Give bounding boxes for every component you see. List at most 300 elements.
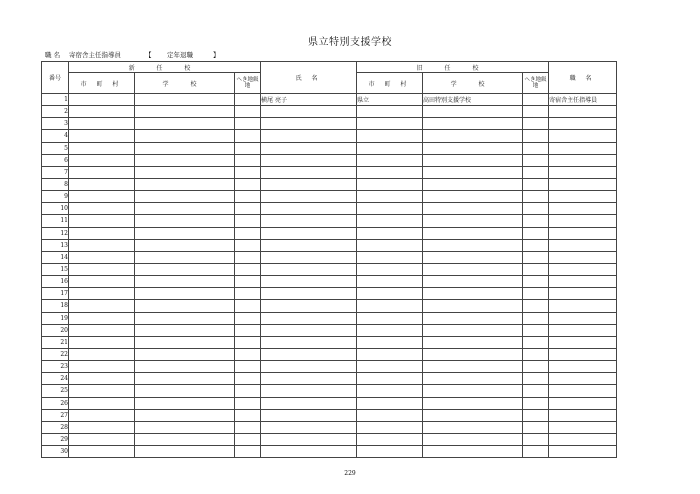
status-text: 定年退職 bbox=[167, 51, 193, 59]
cell-old-city bbox=[357, 312, 423, 324]
cell-new-school bbox=[135, 446, 235, 458]
cell-name bbox=[261, 130, 357, 142]
cell-old-school bbox=[423, 373, 523, 385]
cell-new-remote bbox=[235, 324, 261, 336]
column-header-name: 氏 名 bbox=[261, 62, 357, 94]
cell-no: 22 bbox=[42, 348, 69, 360]
column-header-new-remote: へき地級 地 bbox=[235, 73, 261, 94]
cell-new-city bbox=[69, 227, 135, 239]
cell-old-school bbox=[423, 288, 523, 300]
personnel-table bbox=[41, 61, 617, 458]
cell-old-school bbox=[423, 421, 523, 433]
cell-name bbox=[261, 276, 357, 288]
cell-new-remote bbox=[235, 154, 261, 166]
cell-new-school bbox=[135, 118, 235, 130]
cell-old-remote bbox=[523, 446, 549, 458]
cell-new-remote bbox=[235, 239, 261, 251]
cell-old-remote bbox=[523, 361, 549, 373]
page-number: 229 bbox=[344, 470, 356, 477]
cell-new-remote bbox=[235, 300, 261, 312]
cell-old-school bbox=[423, 191, 523, 203]
table-row bbox=[42, 276, 617, 288]
table-row bbox=[42, 336, 617, 348]
cell-no: 14 bbox=[42, 251, 69, 263]
table-row bbox=[42, 191, 617, 203]
cell-new-school bbox=[135, 288, 235, 300]
cell-new-remote bbox=[235, 421, 261, 433]
cell-old-remote bbox=[523, 300, 549, 312]
column-header-position: 職 名 bbox=[549, 62, 617, 94]
cell-new-city bbox=[69, 215, 135, 227]
cell-old-remote bbox=[523, 397, 549, 409]
column-group-new-school: 新 任 校 bbox=[69, 62, 261, 73]
cell-new-city bbox=[69, 348, 135, 360]
cell-old-position bbox=[549, 409, 617, 421]
cell-old-position bbox=[549, 215, 617, 227]
cell-new-school bbox=[135, 94, 235, 106]
cell-name bbox=[261, 227, 357, 239]
cell-name bbox=[261, 361, 357, 373]
cell-old-school bbox=[423, 276, 523, 288]
cell-name bbox=[261, 300, 357, 312]
cell-old-city bbox=[357, 106, 423, 118]
cell-no: 19 bbox=[42, 312, 69, 324]
cell-name bbox=[261, 409, 357, 421]
cell-old-remote bbox=[523, 154, 549, 166]
cell-no: 27 bbox=[42, 409, 69, 421]
cell-old-school: 高田特別支援学校 bbox=[423, 94, 523, 106]
cell-new-school bbox=[135, 154, 235, 166]
cell-old-remote bbox=[523, 421, 549, 433]
table-row bbox=[42, 94, 617, 106]
column-header-old-remote: へき地級 地 bbox=[523, 73, 549, 94]
cell-old-city bbox=[357, 373, 423, 385]
cell-old-school bbox=[423, 142, 523, 154]
column-header-old-school: 学 校 bbox=[423, 73, 523, 94]
cell-no: 25 bbox=[42, 385, 69, 397]
cell-name bbox=[261, 385, 357, 397]
cell-old-remote bbox=[523, 373, 549, 385]
cell-new-city bbox=[69, 336, 135, 348]
cell-new-remote bbox=[235, 227, 261, 239]
cell-old-position bbox=[549, 288, 617, 300]
cell-new-city bbox=[69, 300, 135, 312]
cell-new-remote bbox=[235, 178, 261, 190]
cell-new-remote bbox=[235, 203, 261, 215]
cell-name bbox=[261, 373, 357, 385]
cell-new-remote bbox=[235, 446, 261, 458]
cell-old-city bbox=[357, 361, 423, 373]
cell-old-city bbox=[357, 300, 423, 312]
cell-new-city bbox=[69, 263, 135, 275]
cell-old-city bbox=[357, 142, 423, 154]
cell-old-position bbox=[549, 263, 617, 275]
cell-old-school bbox=[423, 348, 523, 360]
cell-new-school bbox=[135, 215, 235, 227]
cell-old-city bbox=[357, 409, 423, 421]
cell-new-school bbox=[135, 373, 235, 385]
cell-new-city bbox=[69, 94, 135, 106]
cell-old-remote bbox=[523, 312, 549, 324]
table-row bbox=[42, 446, 617, 458]
cell-old-school bbox=[423, 154, 523, 166]
cell-old-school bbox=[423, 446, 523, 458]
cell-new-remote bbox=[235, 385, 261, 397]
cell-new-remote bbox=[235, 191, 261, 203]
cell-name bbox=[261, 336, 357, 348]
cell-new-remote bbox=[235, 373, 261, 385]
bracket-open: 【 bbox=[145, 51, 152, 59]
cell-old-remote bbox=[523, 94, 549, 106]
table-body bbox=[42, 94, 617, 458]
table-row bbox=[42, 178, 617, 190]
cell-name bbox=[261, 203, 357, 215]
table-row bbox=[42, 433, 617, 445]
cell-new-school bbox=[135, 385, 235, 397]
cell-old-school bbox=[423, 130, 523, 142]
cell-new-city bbox=[69, 421, 135, 433]
cell-old-remote bbox=[523, 239, 549, 251]
cell-old-position bbox=[549, 203, 617, 215]
cell-new-school bbox=[135, 348, 235, 360]
cell-new-remote bbox=[235, 397, 261, 409]
cell-name bbox=[261, 106, 357, 118]
cell-old-remote bbox=[523, 203, 549, 215]
cell-new-remote bbox=[235, 130, 261, 142]
cell-new-city bbox=[69, 385, 135, 397]
cell-new-school bbox=[135, 276, 235, 288]
cell-old-remote bbox=[523, 215, 549, 227]
cell-old-city bbox=[357, 118, 423, 130]
cell-new-school bbox=[135, 251, 235, 263]
cell-old-position bbox=[549, 154, 617, 166]
cell-old-position bbox=[549, 433, 617, 445]
table-row bbox=[42, 324, 617, 336]
cell-old-city bbox=[357, 191, 423, 203]
cell-new-school bbox=[135, 239, 235, 251]
table-row bbox=[42, 288, 617, 300]
cell-new-remote bbox=[235, 106, 261, 118]
cell-new-remote bbox=[235, 276, 261, 288]
cell-new-city bbox=[69, 106, 135, 118]
cell-new-remote bbox=[235, 336, 261, 348]
cell-old-remote bbox=[523, 385, 549, 397]
table-row bbox=[42, 251, 617, 263]
cell-old-position bbox=[549, 385, 617, 397]
cell-new-school bbox=[135, 336, 235, 348]
cell-old-position bbox=[549, 239, 617, 251]
cell-old-school bbox=[423, 251, 523, 263]
cell-old-school bbox=[423, 433, 523, 445]
table-row bbox=[42, 300, 617, 312]
cell-new-remote bbox=[235, 361, 261, 373]
cell-no: 30 bbox=[42, 446, 69, 458]
cell-new-city bbox=[69, 373, 135, 385]
column-header-no: 番号 bbox=[42, 62, 69, 94]
cell-old-position bbox=[549, 142, 617, 154]
cell-old-position bbox=[549, 251, 617, 263]
cell-old-city bbox=[357, 421, 423, 433]
cell-new-city bbox=[69, 178, 135, 190]
cell-old-remote bbox=[523, 336, 549, 348]
cell-new-remote bbox=[235, 215, 261, 227]
cell-old-position: 寄宿舎主任指導員 bbox=[549, 94, 617, 106]
cell-old-city: 県立 bbox=[357, 94, 423, 106]
cell-name bbox=[261, 154, 357, 166]
cell-new-school bbox=[135, 191, 235, 203]
cell-old-remote bbox=[523, 276, 549, 288]
cell-no: 20 bbox=[42, 324, 69, 336]
cell-new-school bbox=[135, 142, 235, 154]
cell-no: 3 bbox=[42, 118, 69, 130]
cell-old-position bbox=[549, 312, 617, 324]
cell-old-position bbox=[549, 336, 617, 348]
cell-old-school bbox=[423, 166, 523, 178]
cell-old-position bbox=[549, 421, 617, 433]
cell-old-remote bbox=[523, 178, 549, 190]
column-header-old-city: 市 町 村 bbox=[357, 73, 423, 94]
table-row bbox=[42, 385, 617, 397]
cell-no: 28 bbox=[42, 421, 69, 433]
table-row bbox=[42, 215, 617, 227]
cell-no: 29 bbox=[42, 433, 69, 445]
cell-old-remote bbox=[523, 142, 549, 154]
cell-name bbox=[261, 118, 357, 130]
cell-new-school bbox=[135, 178, 235, 190]
cell-name bbox=[261, 288, 357, 300]
cell-old-school bbox=[423, 263, 523, 275]
cell-new-school bbox=[135, 263, 235, 275]
cell-old-position bbox=[549, 118, 617, 130]
cell-old-remote bbox=[523, 191, 549, 203]
cell-old-remote bbox=[523, 166, 549, 178]
cell-name bbox=[261, 178, 357, 190]
cell-no: 11 bbox=[42, 215, 69, 227]
cell-old-city bbox=[357, 446, 423, 458]
cell-new-city bbox=[69, 166, 135, 178]
cell-no: 24 bbox=[42, 373, 69, 385]
cell-no: 17 bbox=[42, 288, 69, 300]
cell-new-remote bbox=[235, 251, 261, 263]
cell-old-school bbox=[423, 203, 523, 215]
cell-old-remote bbox=[523, 433, 549, 445]
cell-new-remote bbox=[235, 312, 261, 324]
cell-old-position bbox=[549, 348, 617, 360]
cell-no: 15 bbox=[42, 263, 69, 275]
cell-old-position bbox=[549, 397, 617, 409]
cell-no: 9 bbox=[42, 191, 69, 203]
cell-name bbox=[261, 421, 357, 433]
cell-old-remote bbox=[523, 409, 549, 421]
cell-old-city bbox=[357, 433, 423, 445]
table-row bbox=[42, 142, 617, 154]
cell-old-remote bbox=[523, 324, 549, 336]
cell-new-school bbox=[135, 106, 235, 118]
cell-new-city bbox=[69, 191, 135, 203]
cell-old-city bbox=[357, 336, 423, 348]
cell-old-city bbox=[357, 203, 423, 215]
cell-no: 21 bbox=[42, 336, 69, 348]
table-row bbox=[42, 130, 617, 142]
cell-old-school bbox=[423, 312, 523, 324]
cell-old-position bbox=[549, 361, 617, 373]
cell-new-city bbox=[69, 203, 135, 215]
cell-new-school bbox=[135, 409, 235, 421]
cell-old-city bbox=[357, 215, 423, 227]
cell-no: 12 bbox=[42, 227, 69, 239]
cell-no: 1 bbox=[42, 94, 69, 106]
table-row bbox=[42, 361, 617, 373]
cell-old-city bbox=[357, 251, 423, 263]
table-row bbox=[42, 373, 617, 385]
cell-no: 4 bbox=[42, 130, 69, 142]
cell-new-city bbox=[69, 239, 135, 251]
cell-no: 6 bbox=[42, 154, 69, 166]
cell-new-school bbox=[135, 324, 235, 336]
table-row bbox=[42, 118, 617, 130]
cell-new-remote bbox=[235, 118, 261, 130]
cell-name bbox=[261, 142, 357, 154]
cell-new-city bbox=[69, 361, 135, 373]
cell-no: 7 bbox=[42, 166, 69, 178]
cell-no: 5 bbox=[42, 142, 69, 154]
cell-old-school bbox=[423, 361, 523, 373]
cell-new-school bbox=[135, 433, 235, 445]
cell-old-school bbox=[423, 239, 523, 251]
cell-old-city bbox=[357, 166, 423, 178]
cell-new-remote bbox=[235, 348, 261, 360]
table-row bbox=[42, 312, 617, 324]
cell-old-school bbox=[423, 385, 523, 397]
cell-no: 13 bbox=[42, 239, 69, 251]
cell-new-remote bbox=[235, 288, 261, 300]
cell-new-city bbox=[69, 446, 135, 458]
cell-new-city bbox=[69, 154, 135, 166]
table-row bbox=[42, 203, 617, 215]
column-header-new-city: 市 町 村 bbox=[69, 73, 135, 94]
cell-old-position bbox=[549, 166, 617, 178]
cell-old-school bbox=[423, 397, 523, 409]
cell-old-position bbox=[549, 300, 617, 312]
cell-new-city bbox=[69, 130, 135, 142]
cell-old-remote bbox=[523, 227, 549, 239]
cell-old-city bbox=[357, 397, 423, 409]
position-value: 寄宿舎主任指導員 bbox=[69, 51, 121, 59]
cell-old-school bbox=[423, 336, 523, 348]
cell-name bbox=[261, 215, 357, 227]
cell-new-remote bbox=[235, 433, 261, 445]
position-header bbox=[45, 50, 220, 59]
cell-old-school bbox=[423, 300, 523, 312]
cell-name bbox=[261, 397, 357, 409]
cell-new-school bbox=[135, 300, 235, 312]
table-row bbox=[42, 154, 617, 166]
cell-old-city bbox=[357, 227, 423, 239]
cell-old-remote bbox=[523, 288, 549, 300]
column-group-old-school: 旧 任 校 bbox=[357, 62, 549, 73]
cell-new-school bbox=[135, 397, 235, 409]
cell-new-city bbox=[69, 276, 135, 288]
column-header-new-school: 学 校 bbox=[135, 73, 235, 94]
position-label: 職 名 bbox=[45, 51, 61, 59]
cell-old-remote bbox=[523, 251, 549, 263]
cell-new-remote bbox=[235, 263, 261, 275]
cell-old-position bbox=[549, 324, 617, 336]
page-title: 県立特別支援学校 bbox=[308, 37, 392, 48]
cell-new-school bbox=[135, 421, 235, 433]
cell-no: 18 bbox=[42, 300, 69, 312]
cell-name bbox=[261, 239, 357, 251]
cell-old-position bbox=[549, 446, 617, 458]
table-row bbox=[42, 348, 617, 360]
cell-new-school bbox=[135, 130, 235, 142]
cell-old-city bbox=[357, 263, 423, 275]
bracket-close: 】 bbox=[213, 51, 220, 59]
cell-old-city bbox=[357, 178, 423, 190]
cell-new-remote bbox=[235, 94, 261, 106]
cell-old-school bbox=[423, 409, 523, 421]
cell-old-position bbox=[549, 106, 617, 118]
cell-new-city bbox=[69, 324, 135, 336]
table-row bbox=[42, 239, 617, 251]
cell-old-city bbox=[357, 385, 423, 397]
table-row bbox=[42, 263, 617, 275]
cell-old-position bbox=[549, 276, 617, 288]
cell-no: 23 bbox=[42, 361, 69, 373]
cell-old-remote bbox=[523, 348, 549, 360]
cell-new-city bbox=[69, 118, 135, 130]
cell-no: 10 bbox=[42, 203, 69, 215]
cell-name bbox=[261, 433, 357, 445]
cell-new-city bbox=[69, 288, 135, 300]
cell-name bbox=[261, 348, 357, 360]
cell-old-remote bbox=[523, 263, 549, 275]
table-row bbox=[42, 421, 617, 433]
table-row bbox=[42, 227, 617, 239]
cell-new-city bbox=[69, 409, 135, 421]
cell-old-position bbox=[549, 178, 617, 190]
cell-old-city bbox=[357, 324, 423, 336]
cell-old-remote bbox=[523, 106, 549, 118]
cell-name bbox=[261, 263, 357, 275]
table-row bbox=[42, 106, 617, 118]
cell-old-city bbox=[357, 154, 423, 166]
cell-old-school bbox=[423, 215, 523, 227]
cell-old-city bbox=[357, 288, 423, 300]
table-row bbox=[42, 409, 617, 421]
cell-new-city bbox=[69, 312, 135, 324]
cell-new-city bbox=[69, 251, 135, 263]
cell-no: 16 bbox=[42, 276, 69, 288]
cell-old-city bbox=[357, 130, 423, 142]
cell-old-school bbox=[423, 324, 523, 336]
cell-old-school bbox=[423, 118, 523, 130]
cell-old-city bbox=[357, 348, 423, 360]
cell-old-position bbox=[549, 191, 617, 203]
cell-name bbox=[261, 251, 357, 263]
cell-name bbox=[261, 446, 357, 458]
cell-old-position bbox=[549, 130, 617, 142]
cell-new-remote bbox=[235, 409, 261, 421]
cell-name bbox=[261, 312, 357, 324]
cell-new-school bbox=[135, 166, 235, 178]
cell-new-remote bbox=[235, 166, 261, 178]
cell-old-remote bbox=[523, 118, 549, 130]
cell-new-city bbox=[69, 142, 135, 154]
cell-old-school bbox=[423, 106, 523, 118]
cell-name bbox=[261, 191, 357, 203]
cell-new-school bbox=[135, 312, 235, 324]
